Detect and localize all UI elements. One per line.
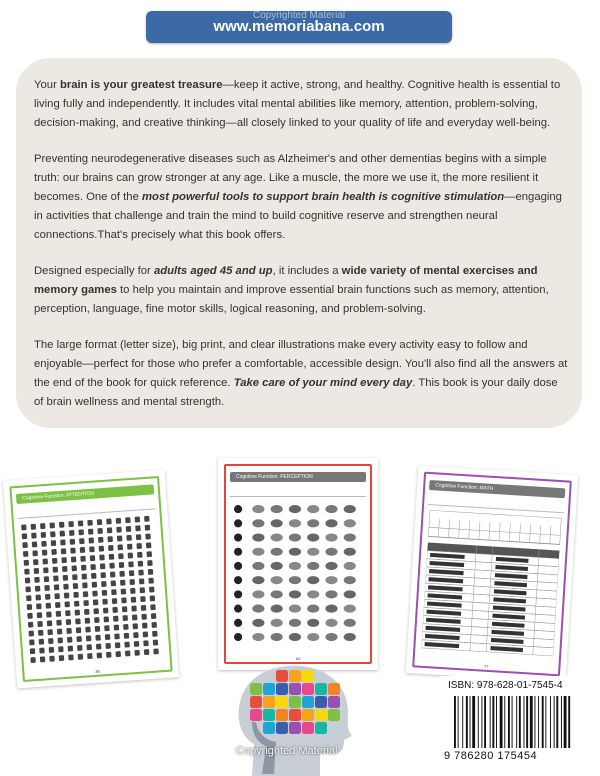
sample-header: Cognitive Function: ATTENTION bbox=[16, 484, 154, 504]
sample-header: Cognitive Function: PERCEPTION bbox=[230, 472, 366, 482]
text-run: . This book is your daily dose of brain wellness and mental strength. bbox=[34, 377, 558, 408]
emphasis-run: adults aged 45 and up bbox=[153, 265, 273, 277]
copyright-watermark: Copyrighted Material bbox=[236, 745, 338, 757]
emphasis-run: wide variety of mental exercises and memory games bbox=[34, 265, 538, 296]
sample-header: Cognitive Function: MATH bbox=[429, 480, 565, 498]
page-number: 84 bbox=[295, 656, 301, 661]
text-run: The large format (letter size), big print, and clear illustrations make every activity easy to follow and enjoyable—perfect for those who prefer a comfortable, accessible design. You'll also find all the answers at the end of the book for quick reference. bbox=[34, 339, 568, 389]
attention-symbol-grid bbox=[20, 514, 164, 667]
page-number: 77 bbox=[483, 663, 489, 669]
emphasis-run: Take care of your mind every day bbox=[233, 377, 413, 389]
paragraph-3 bbox=[34, 262, 570, 319]
puzzle-brain-head-icon bbox=[222, 662, 362, 776]
page-number: 38 bbox=[95, 668, 100, 674]
text-run: Designed especially for bbox=[34, 265, 154, 277]
emphasis-run: brain is your greatest treasure bbox=[59, 79, 223, 91]
math-word-table bbox=[421, 510, 561, 660]
perception-cup-grid bbox=[232, 502, 364, 649]
website-url-banner[interactable] bbox=[146, 11, 452, 43]
text-run: , it includes a bbox=[272, 265, 342, 277]
isbn-barcode-block bbox=[440, 676, 592, 766]
paragraph-4 bbox=[34, 336, 570, 412]
text-run: to help you maintain and improve essential brain functions such as memory, attention, perception, language, fine motor skills, logical reasoning, and problem-solving. bbox=[34, 284, 549, 315]
text-run: Your bbox=[34, 79, 60, 91]
emphasis-run: most powerful tools to support brain health is cognitive stimulation bbox=[142, 191, 505, 203]
sample-page-math bbox=[406, 465, 578, 682]
barcode-number: 9 786280 175454 bbox=[444, 750, 538, 762]
url-watermark: Copyrighted Material bbox=[252, 10, 346, 21]
sample-page-attention bbox=[3, 470, 179, 689]
text-run: —keep it active, strong, and healthy. Cognitive health is essential to living fully and independently. It includes vital mental abilities like memory, attention, problem-solving, decision-making, and creative thinking—all closely linked to your quality of life and everyday well-being. bbox=[34, 79, 561, 129]
description-panel bbox=[16, 58, 582, 428]
sample-page-perception bbox=[218, 458, 378, 670]
paragraph-2 bbox=[34, 150, 570, 245]
barcode bbox=[454, 696, 580, 748]
website-url[interactable]: www.memoriabana.com bbox=[213, 18, 385, 35]
text-run: —engaging in activities that challenge and train the mind to build cognitive reserve and strengthen neural connections.That's precisely what this book offers. bbox=[34, 191, 562, 241]
paragraph-1 bbox=[34, 76, 570, 133]
isbn-text: ISBN: 978-628-01-7545-4 bbox=[448, 680, 563, 691]
text-run: Preventing neurodegenerative diseases such as Alzheimer's and other dementias begins with a simple truth: our brains can grow stronger at any age. Like a muscle, the more we use it, the more resilient it becomes. One of the bbox=[34, 153, 547, 203]
